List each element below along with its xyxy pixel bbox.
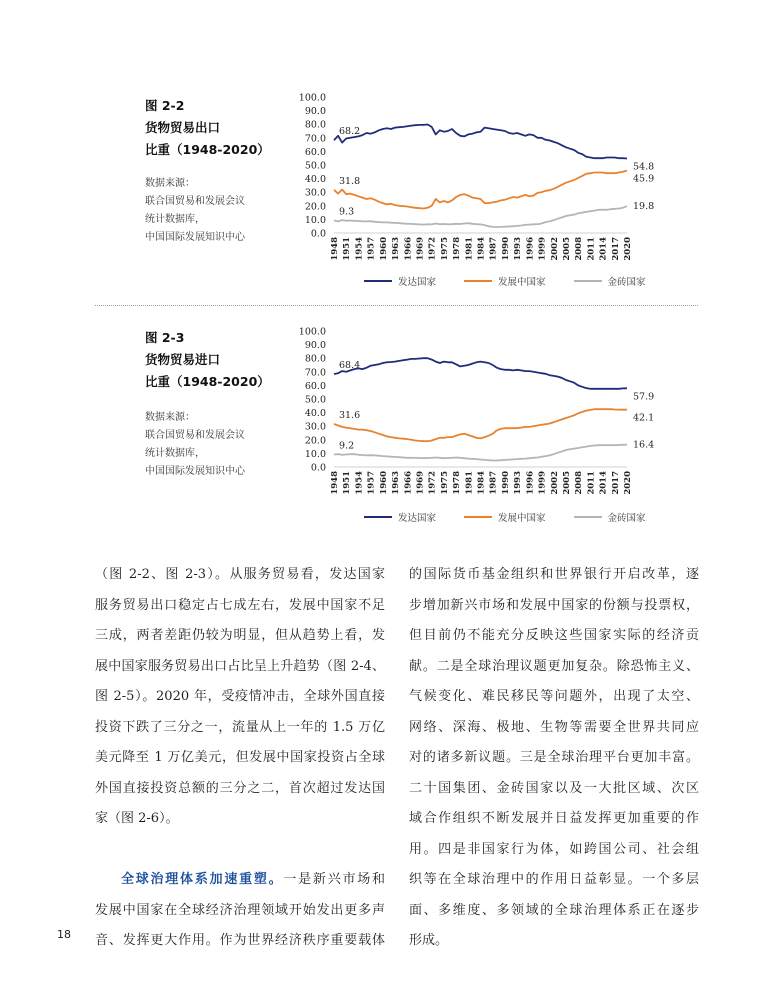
body-line: 织等在全球治理中的作用日益彰显。一个多层 xyxy=(409,872,699,887)
export-share-chart xyxy=(290,90,655,270)
y-tick-label: 20.0 xyxy=(304,201,326,213)
x-tick-label: 1999 xyxy=(537,237,548,261)
legend-swatch xyxy=(364,280,392,282)
figure-2-title xyxy=(145,327,270,393)
y-tick-label: 30.0 xyxy=(304,187,326,199)
y-tick-label: 70.0 xyxy=(304,367,326,379)
y-tick-label: 60.0 xyxy=(304,380,326,392)
x-tick-label: 1969 xyxy=(415,471,426,495)
x-tick-label: 1996 xyxy=(525,237,536,261)
series-start-label: 9.2 xyxy=(339,440,355,452)
series-line xyxy=(334,171,627,209)
y-tick-label: 100.0 xyxy=(298,326,326,338)
x-tick-label: 1975 xyxy=(439,237,450,261)
legend-item-developing xyxy=(464,274,546,288)
source-line: 统计数据库， xyxy=(145,214,205,225)
body-text: 一是新兴市场和 xyxy=(283,872,385,887)
series-start-label: 31.8 xyxy=(339,175,361,187)
legend-item-developed xyxy=(364,510,436,524)
series-end-label: 19.8 xyxy=(633,201,655,213)
x-tick-label: 1948 xyxy=(330,471,340,495)
y-tick-label: 0.0 xyxy=(310,462,326,474)
x-tick-label: 2020 xyxy=(623,237,633,261)
body-line: 外国直接投资总额的三分之二，首次超过发达国 xyxy=(95,780,385,796)
x-tick-label: 1981 xyxy=(464,237,475,261)
body-line: 面、多维度、多领域的全球治理体系正在逐步 xyxy=(409,902,699,918)
y-tick-label: 50.0 xyxy=(304,394,326,406)
x-tick-label: 1957 xyxy=(366,237,377,261)
x-tick-label: 2008 xyxy=(574,471,585,495)
x-tick-label: 1978 xyxy=(452,471,463,495)
source-line: 数据来源： xyxy=(145,178,195,189)
x-tick-label: 1954 xyxy=(354,471,365,495)
x-tick-label: 1960 xyxy=(378,471,389,495)
body-line: 服务贸易出口稳定占七成左右，发展中国家不足 xyxy=(95,597,385,613)
series-end-label: 45.9 xyxy=(633,173,655,185)
y-tick-label: 50.0 xyxy=(304,160,326,172)
x-tick-label: 1999 xyxy=(537,471,548,495)
body-line: 网络、深海、极地、生物等需要全世界共同应 xyxy=(409,719,699,735)
figure-1-title xyxy=(145,95,270,161)
series-line xyxy=(334,409,627,441)
body-line: 域合作组织不断发展并日益发挥更加重要的作 xyxy=(409,811,699,826)
x-tick-label: 2011 xyxy=(586,471,597,495)
x-tick-label: 1987 xyxy=(488,471,499,495)
chart-2-legend xyxy=(364,510,674,524)
legend-swatch xyxy=(364,516,392,518)
x-tick-label: 1951 xyxy=(342,471,353,495)
body-line: 气候变化、难民移民等问题外，出现了太空、 xyxy=(409,689,699,704)
y-tick-label: 90.0 xyxy=(304,106,326,118)
series-start-label: 31.6 xyxy=(339,410,361,422)
x-tick-label: 2008 xyxy=(574,237,585,261)
figure-2-number: 图 2-3 xyxy=(145,330,185,345)
x-tick-label: 2005 xyxy=(561,471,572,495)
x-tick-label: 1975 xyxy=(439,471,450,495)
body-line: 的国际货币基金组织和世界银行开启改革，逐 xyxy=(409,567,699,582)
y-tick-label: 70.0 xyxy=(304,133,326,145)
legend-label: 发达国家 xyxy=(398,277,437,288)
y-tick-label: 90.0 xyxy=(304,340,326,352)
x-tick-label: 2011 xyxy=(586,237,597,261)
y-tick-label: 40.0 xyxy=(304,174,326,186)
x-tick-label: 2014 xyxy=(598,471,609,495)
x-tick-label: 1984 xyxy=(476,471,487,495)
series-start-label: 68.2 xyxy=(339,126,361,138)
legend-label: 金砖国家 xyxy=(607,513,646,524)
x-tick-label: 2002 xyxy=(549,237,560,261)
x-tick-label: 1954 xyxy=(354,237,365,261)
legend-swatch xyxy=(574,516,602,518)
body-line: 音、发挥更大作用。作为世界经济秩序重要载体 xyxy=(95,933,385,948)
x-tick-label: 1966 xyxy=(403,471,414,495)
legend-swatch xyxy=(574,280,602,282)
y-tick-label: 80.0 xyxy=(304,119,326,131)
paragraph-gap xyxy=(95,835,385,866)
y-tick-label: 80.0 xyxy=(304,353,326,365)
x-tick-label: 1972 xyxy=(427,237,438,261)
body-line: 投资下跌了三分之一，流量从上一年的 1.5 万亿 xyxy=(95,719,385,735)
legend-item-brics xyxy=(574,510,646,524)
body-right-column xyxy=(409,560,699,957)
x-tick-label: 1969 xyxy=(415,237,426,261)
y-tick-label: 10.0 xyxy=(304,448,326,460)
x-tick-label: 1990 xyxy=(500,237,511,261)
figure-1-source xyxy=(145,175,245,247)
series-end-label: 16.4 xyxy=(633,439,655,451)
x-tick-label: 1996 xyxy=(525,471,536,495)
y-tick-label: 20.0 xyxy=(304,435,326,447)
legend-label: 发展中国家 xyxy=(498,277,546,288)
x-tick-label: 1948 xyxy=(330,237,340,261)
legend-label: 金砖国家 xyxy=(607,277,646,288)
series-start-label: 68.4 xyxy=(339,359,361,371)
figure-2-source xyxy=(145,409,245,481)
series-line xyxy=(334,358,627,389)
legend-swatch xyxy=(464,280,492,282)
source-line: 统计数据库， xyxy=(145,448,205,459)
x-tick-label: 2014 xyxy=(598,237,609,261)
body-line: 用。四是非国家行为体，如跨国公司、社会组 xyxy=(409,841,699,857)
series-line xyxy=(334,125,627,159)
body-line: 美元降至 1 万亿美元，但发展中国家投资占全球 xyxy=(95,750,385,765)
body-line: 家（图 2-6）。 xyxy=(95,811,179,826)
figure-1-title-line: 货物贸易出口 xyxy=(145,120,221,135)
x-tick-label: 1957 xyxy=(366,471,377,495)
legend-label: 发达国家 xyxy=(398,513,437,524)
body-line: 三成，两者差距仍较为明显，但从趋势上看，发 xyxy=(95,628,385,643)
body-line: 图 2-5）。2020 年，受疫情冲击，全球外国直接 xyxy=(95,689,385,704)
series-end-label: 42.1 xyxy=(633,412,655,424)
y-tick-label: 100.0 xyxy=(298,92,326,104)
chart-1-legend xyxy=(364,274,674,288)
x-tick-label: 1981 xyxy=(464,471,475,495)
x-tick-label: 2002 xyxy=(549,471,560,495)
body-line: 二十国集团、金砖国家以及一大批区域、次区 xyxy=(409,780,699,796)
body-line: 展中国家服务贸易出口占比呈上升趋势（图 2-4、 xyxy=(95,658,385,674)
source-line: 数据来源： xyxy=(145,412,195,423)
x-tick-label: 1978 xyxy=(452,237,463,261)
legend-item-brics xyxy=(574,274,646,288)
section-heading: 全球治理体系加速重塑。 xyxy=(121,872,284,887)
y-tick-label: 30.0 xyxy=(304,421,326,433)
series-start-label: 9.3 xyxy=(339,206,355,218)
figure-1-title-line: 比重（1948-2020） xyxy=(145,142,270,157)
x-tick-label: 2017 xyxy=(610,471,621,495)
source-line: 中国国际发展知识中心 xyxy=(145,232,245,243)
body-line: （图 2-2、图 2-3）。从服务贸易看，发达国家 xyxy=(95,567,385,582)
series-line xyxy=(334,445,627,461)
x-tick-label: 1963 xyxy=(391,471,402,495)
y-tick-label: 60.0 xyxy=(304,146,326,158)
body-line: 步增加新兴市场和发展中国家的份额与投票权， xyxy=(409,597,699,613)
body-line: 形成。 xyxy=(409,933,449,948)
x-tick-label: 1960 xyxy=(378,237,389,261)
legend-swatch xyxy=(464,516,492,518)
x-tick-label: 1987 xyxy=(488,237,499,261)
figure-2-title-line: 比重（1948-2020） xyxy=(145,374,270,389)
legend-label: 发展中国家 xyxy=(498,513,546,524)
body-line: 献。二是全球治理议题更加复杂。除恐怖主义、 xyxy=(409,658,699,674)
x-tick-label: 1972 xyxy=(427,471,438,495)
page-number: 18 xyxy=(57,928,71,941)
source-line: 联合国贸易和发展会议 xyxy=(145,196,245,207)
x-tick-label: 1963 xyxy=(391,237,402,261)
x-tick-label: 1993 xyxy=(513,471,524,495)
body-left-column xyxy=(95,560,385,957)
x-tick-label: 1993 xyxy=(513,237,524,261)
series-end-label: 57.9 xyxy=(633,391,655,403)
legend-item-developed xyxy=(364,274,436,288)
body-line: 对的诸多新议题。三是全球治理平台更加丰富。 xyxy=(409,750,699,765)
x-tick-label: 2017 xyxy=(610,237,621,261)
source-line: 联合国贸易和发展会议 xyxy=(145,430,245,441)
series-end-label: 54.8 xyxy=(633,161,655,173)
figure-2-title-line: 货物贸易进口 xyxy=(145,352,221,367)
body-line: 发展中国家在全球经济治理领域开始发出更多声 xyxy=(95,902,385,918)
legend-item-developing xyxy=(464,510,546,524)
x-tick-label: 1984 xyxy=(476,237,487,261)
x-tick-label: 2020 xyxy=(623,471,633,495)
figure-1-number: 图 2-2 xyxy=(145,98,185,113)
source-line: 中国国际发展知识中心 xyxy=(145,466,245,477)
y-tick-label: 0.0 xyxy=(310,228,326,240)
y-tick-label: 40.0 xyxy=(304,408,326,420)
figure-divider xyxy=(95,305,698,306)
series-line xyxy=(334,206,627,227)
section-heading-line xyxy=(95,865,385,896)
body-line: 但目前仍不能充分反映这些国家实际的经济贡 xyxy=(409,628,699,643)
x-tick-label: 1951 xyxy=(342,237,353,261)
x-tick-label: 2005 xyxy=(561,237,572,261)
x-tick-label: 1990 xyxy=(500,471,511,495)
y-tick-label: 10.0 xyxy=(304,214,326,226)
import-share-chart xyxy=(290,324,655,504)
x-tick-label: 1966 xyxy=(403,237,414,261)
